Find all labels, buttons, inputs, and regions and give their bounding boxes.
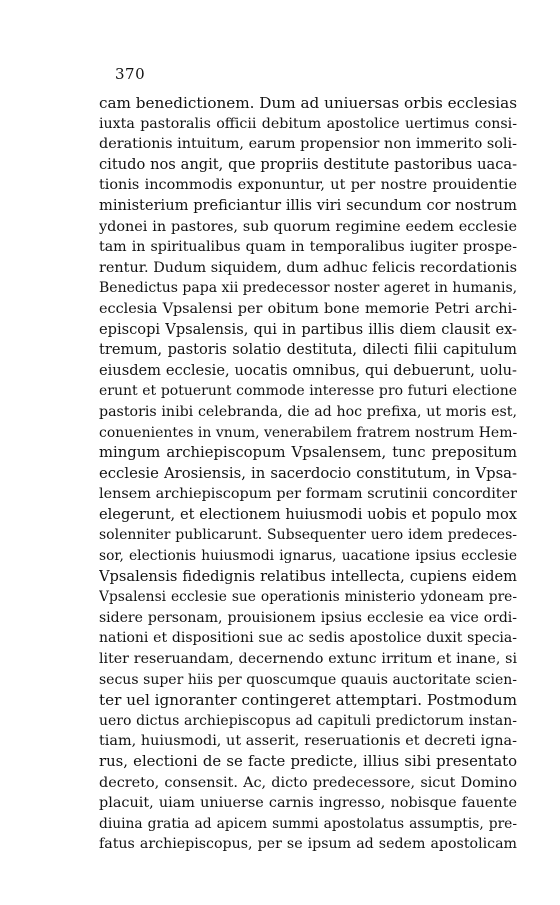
text-line: tiam, huiusmodi, ut asserit, reseruationis et decreti igna- <box>99 733 517 750</box>
text-line: fatus archiepiscopus, per se ipsum ad sedem apostolicam <box>99 836 517 853</box>
text-line: ministerium preficiantur illis viri secundum cor nostrum <box>99 196 517 214</box>
text-line: liter reseruandam, decernendo extunc irritum et inane, si <box>99 651 517 668</box>
text-line: rentur. Dudum siquidem, dum adhuc felicis recordationis <box>99 259 517 276</box>
text-line: elegerunt, et electionem huiusmodi uobis et populo mox <box>99 505 517 523</box>
body-text <box>99 93 517 855</box>
text-line: sidere personam, prouisionem ipsius ecclesie ea vice ordi- <box>99 609 517 626</box>
text-line: episcopi Vpsalensis, qui in partibus illis diem clausit ex- <box>99 320 517 338</box>
text-line: tremum, pastoris solatio destituta, dilecti filii capitulum <box>99 341 517 359</box>
text-line: decreto, consensit. Ac, dicto predecessore, sicut Domino <box>99 774 517 791</box>
text-line: diuina gratia ad apicem summi apostolatus assumptis, pre- <box>99 815 517 832</box>
text-line: cam benedictionem. Dum ad uniuersas orbis ecclesias <box>99 94 517 112</box>
text-line: solenniter publicarunt. Subsequenter uero idem predeces- <box>99 527 517 544</box>
text-line: ydonei in pastores, sub quorum regimine eedem ecclesie <box>99 218 517 235</box>
text-line: Benedictus papa xii predecessor noster ageret in humanis, <box>99 280 517 297</box>
text-line: Vpsalensi ecclesie sue operationis ministerio ydoneam pre- <box>99 589 517 606</box>
text-line: erunt et potuerunt commode interesse pro futuri electione <box>99 383 517 400</box>
text-line: tam in spiritualibus quam in temporalibus iugiter prospe- <box>99 239 517 256</box>
text-line: mingum archiepiscopum Vpsalensem, tunc prepositum <box>99 444 517 462</box>
text-line: derationis intuitum, earum propensior non immerito soli- <box>99 136 517 153</box>
text-line: ecclesia Vpsalensi per obitum bone memorie Petri archi- <box>99 300 517 317</box>
text-line: secus super hiis per quoscumque quauis auctoritate scien- <box>99 671 517 688</box>
text-line: conuenientes in vnum, venerabilem fratrem nostrum Hem- <box>99 424 517 441</box>
text-line: eiusdem ecclesie, uocatis omnibus, qui debuerunt, uolu- <box>99 361 517 379</box>
text-line: lensem archiepiscopum per formam scrutinii concorditer <box>99 486 517 503</box>
text-line: ter uel ignoranter contingeret attemptari. Postmodum <box>99 691 517 710</box>
text-line: sor, electionis huiusmodi ignarus, uacatione ipsius ecclesie <box>99 548 517 565</box>
text-line: Vpsalensis fidedignis relatibus intellecta, cupiens eidem <box>99 567 517 585</box>
text-line: placuit, uiam uniuerse carnis ingresso, nobisque fauente <box>99 795 517 812</box>
text-line: iuxta pastoralis officii debitum apostolice uertimus consi- <box>99 115 517 132</box>
text-line: uero dictus archiepiscopus ad capituli predictorum instan- <box>99 712 517 729</box>
text-line: nationi et dispositioni sue ac sedis apostolice duxit specia- <box>99 630 517 647</box>
text-line: pastoris inibi celebranda, die ad hoc prefixa, ut moris est, <box>99 403 517 420</box>
text-line: tionis incommodis exponuntur, ut per nostre prouidentie <box>99 177 517 194</box>
text-line: citudo nos angit, que propriis destitute pastoribus uaca- <box>99 155 517 173</box>
text-line: rus, electioni de se facte predicte, illius sibi presentato <box>99 753 517 770</box>
page-number: 370 <box>115 65 146 83</box>
text-line: ecclesie Arosiensis, in sacerdocio constitutum, in Vpsa- <box>99 464 517 482</box>
